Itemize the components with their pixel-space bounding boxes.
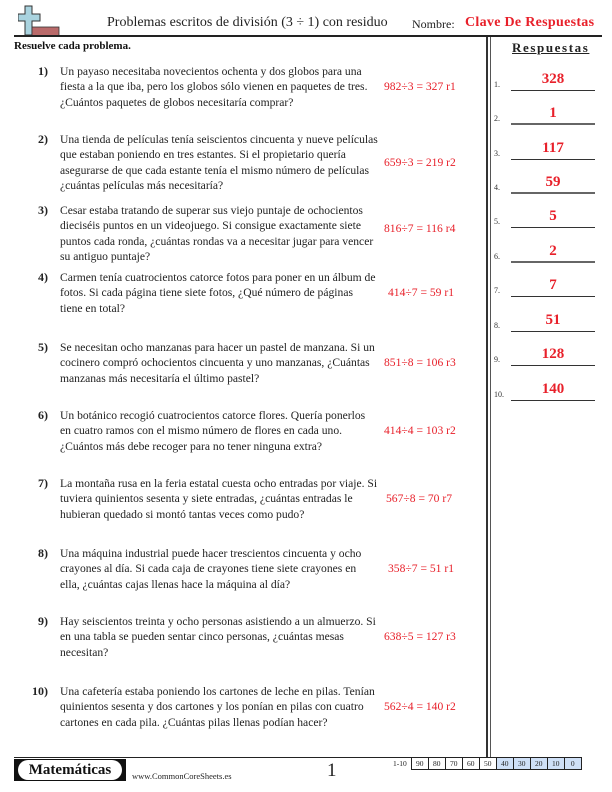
answer-row xyxy=(494,194,604,228)
answer-number: 4. xyxy=(494,183,500,192)
name-value: Clave De Respuestas xyxy=(465,15,595,30)
worksheet-title: Problemas escritos de división (3 ÷ 1) con residuo xyxy=(107,15,388,30)
header-divider xyxy=(14,35,602,37)
problem-number: 7) xyxy=(38,476,48,490)
answer-line xyxy=(511,296,595,298)
problem-number: 9) xyxy=(38,614,48,628)
problem-text: Hay seiscientos treinta y ocho personas asistiendo a un almuerzo. Si en una tabla se pueden sentar cinco personas, ¿cuántas mesas necesitan? xyxy=(60,615,376,659)
problem-number: 8) xyxy=(38,546,48,560)
problem-text: La montaña rusa en la feria estatal cuesta ocho entradas por viaje. Si tuviera quinientos sesenta y siete entradas, ¿cuántas entradas le hubieran quedado si montó tantas veces como pudo? xyxy=(60,477,378,521)
problem-number: 5) xyxy=(38,340,48,354)
answer-row xyxy=(494,57,604,91)
footer-divider xyxy=(14,757,394,758)
score-cell: 20 xyxy=(530,758,548,770)
problem-text: Carmen tenía cuatrocientos catorce fotos para poner en un álbum de fotos. Si cada página tiene siete fotos, ¿Qué número de páginas tiene en total? xyxy=(60,271,376,315)
answer-value: 59 xyxy=(545,174,561,190)
score-range-label: 1-10 xyxy=(393,758,412,769)
answer-number: 3. xyxy=(494,149,500,158)
problem-number: 1) xyxy=(38,64,48,78)
answer-line xyxy=(511,365,595,367)
answer-row xyxy=(494,298,604,332)
score-cell: 60 xyxy=(462,758,480,770)
problem-work: 816÷7 = 116 r4 xyxy=(384,222,456,235)
answer-row xyxy=(494,229,604,263)
answer-row xyxy=(494,126,604,160)
problem-text: Una tienda de películas tenía seiscientos cincuenta y nueve películas que estaban poniendo en tres estantes. Si el propietario quería asegurarse de que cada estante tenía el mismo número de películas ¿cuántas películas más necesitaría? xyxy=(60,133,378,192)
answer-row xyxy=(494,91,604,125)
answer-line xyxy=(511,123,595,125)
answer-row xyxy=(494,367,604,401)
column-divider-inner xyxy=(490,37,491,757)
answer-line xyxy=(511,227,595,229)
score-cell: 70 xyxy=(445,758,463,770)
answer-value: 2 xyxy=(549,243,557,259)
score-cell: 80 xyxy=(428,758,446,770)
instructions: Resuelve cada problema. xyxy=(14,40,131,52)
score-table xyxy=(394,757,582,770)
column-divider xyxy=(486,37,488,757)
answer-value: 5 xyxy=(549,208,557,224)
problem-text: Cesar estaba tratando de superar sus viejo puntaje de ochocientos dieciséis puntos en un videojuego. Si consigue exactamente siete puntos cada ronda, ¿cuántas rondas va a necesitar jugar para vencer su antiguo puntaje? xyxy=(60,204,374,263)
problem-work: 567÷8 = 70 r7 xyxy=(386,492,453,505)
score-cell: 40 xyxy=(496,758,514,770)
name-label: Nombre: xyxy=(412,17,455,31)
answer-number: 10. xyxy=(494,390,504,399)
problem-number: 2) xyxy=(38,132,48,146)
problem-work: 562÷4 = 140 r2 xyxy=(384,700,456,713)
problem-number: 4) xyxy=(38,270,48,284)
site-url: www.CommonCoreSheets.es xyxy=(132,771,232,781)
problem-text: Una cafetería estaba poniendo los cartones de leche en pilas. Tenían quinientos sesenta y dos cartones y los ponían en pilas con cuatro cartones en cada pila. ¿Cuántas pilas llenas podían hacer? xyxy=(60,685,375,729)
answer-number: 2. xyxy=(494,114,500,123)
score-cell: 10 xyxy=(547,758,565,770)
answer-number: 8. xyxy=(494,321,500,330)
answer-value: 51 xyxy=(545,312,561,328)
answer-number: 6. xyxy=(494,252,500,261)
problem-work: 414÷7 = 59 r1 xyxy=(388,286,455,299)
answer-number: 1. xyxy=(494,80,500,89)
answer-value: 128 xyxy=(541,346,565,362)
problem-work: 358÷7 = 51 r1 xyxy=(388,562,455,575)
problem-number: 6) xyxy=(38,408,48,422)
answer-value: 7 xyxy=(549,277,557,293)
score-cell: 50 xyxy=(479,758,497,770)
score-cell: 90 xyxy=(411,758,429,770)
page-number: 1 xyxy=(327,760,337,781)
problem-work: 851÷8 = 106 r3 xyxy=(384,356,456,369)
answer-line xyxy=(511,400,595,402)
answer-value: 117 xyxy=(542,140,564,156)
answer-row xyxy=(494,160,604,194)
answer-row xyxy=(494,263,604,297)
problem-text: Se necesitan ocho manzanas para hacer un pastel de manzana. Si un cocinero compró ochocientos cincuenta y uno manzanas, ¿Cuántas manzanas más necesitaría el último pastel? xyxy=(60,341,375,385)
score-cell: 30 xyxy=(513,758,531,770)
answer-value: 140 xyxy=(541,381,565,397)
problem-text: Un payaso necesitaba novecientos ochenta y dos globos para una fiesta a la que iba, pero los globos sólo vienen en paquetes de tres. ¿Cuántos paquetes de globos necesitaría comprar? xyxy=(60,65,368,109)
problem-number: 3) xyxy=(38,203,48,217)
problem-work: 659÷3 = 219 r2 xyxy=(384,156,456,169)
answer-number: 9. xyxy=(494,355,500,364)
answer-row xyxy=(494,332,604,366)
problem-number: 10) xyxy=(32,684,48,698)
problem-text: Un botánico recogió cuatrocientos catorce flores. Quería ponerlos en cuatro ramos con el mismo número de flores en cada uno. ¿Cuántos más debe recoger para no tener ninguna extra? xyxy=(60,409,366,453)
worksheet-logo-icon xyxy=(18,5,60,37)
problem-work: 414÷4 = 103 r2 xyxy=(384,424,456,437)
problem-work: 638÷5 = 127 r3 xyxy=(384,630,456,643)
answer-number: 5. xyxy=(494,217,500,226)
answer-value: 1 xyxy=(549,105,557,121)
problem-text: Una máquina industrial puede hacer trescientos cincuenta y ocho crayones al día. Si cada caja de crayones tiene siete crayones en ella, ¿cuántas cajas llenas hace la máquina al día? xyxy=(60,547,362,591)
problem-work: 982÷3 = 327 r1 xyxy=(384,80,456,93)
answer-value: 328 xyxy=(541,71,565,87)
answers-heading: Respuestas xyxy=(512,40,590,55)
brand-label: Matemáticas xyxy=(28,762,112,778)
answer-number: 7. xyxy=(494,286,500,295)
score-cell: 0 xyxy=(564,758,582,770)
